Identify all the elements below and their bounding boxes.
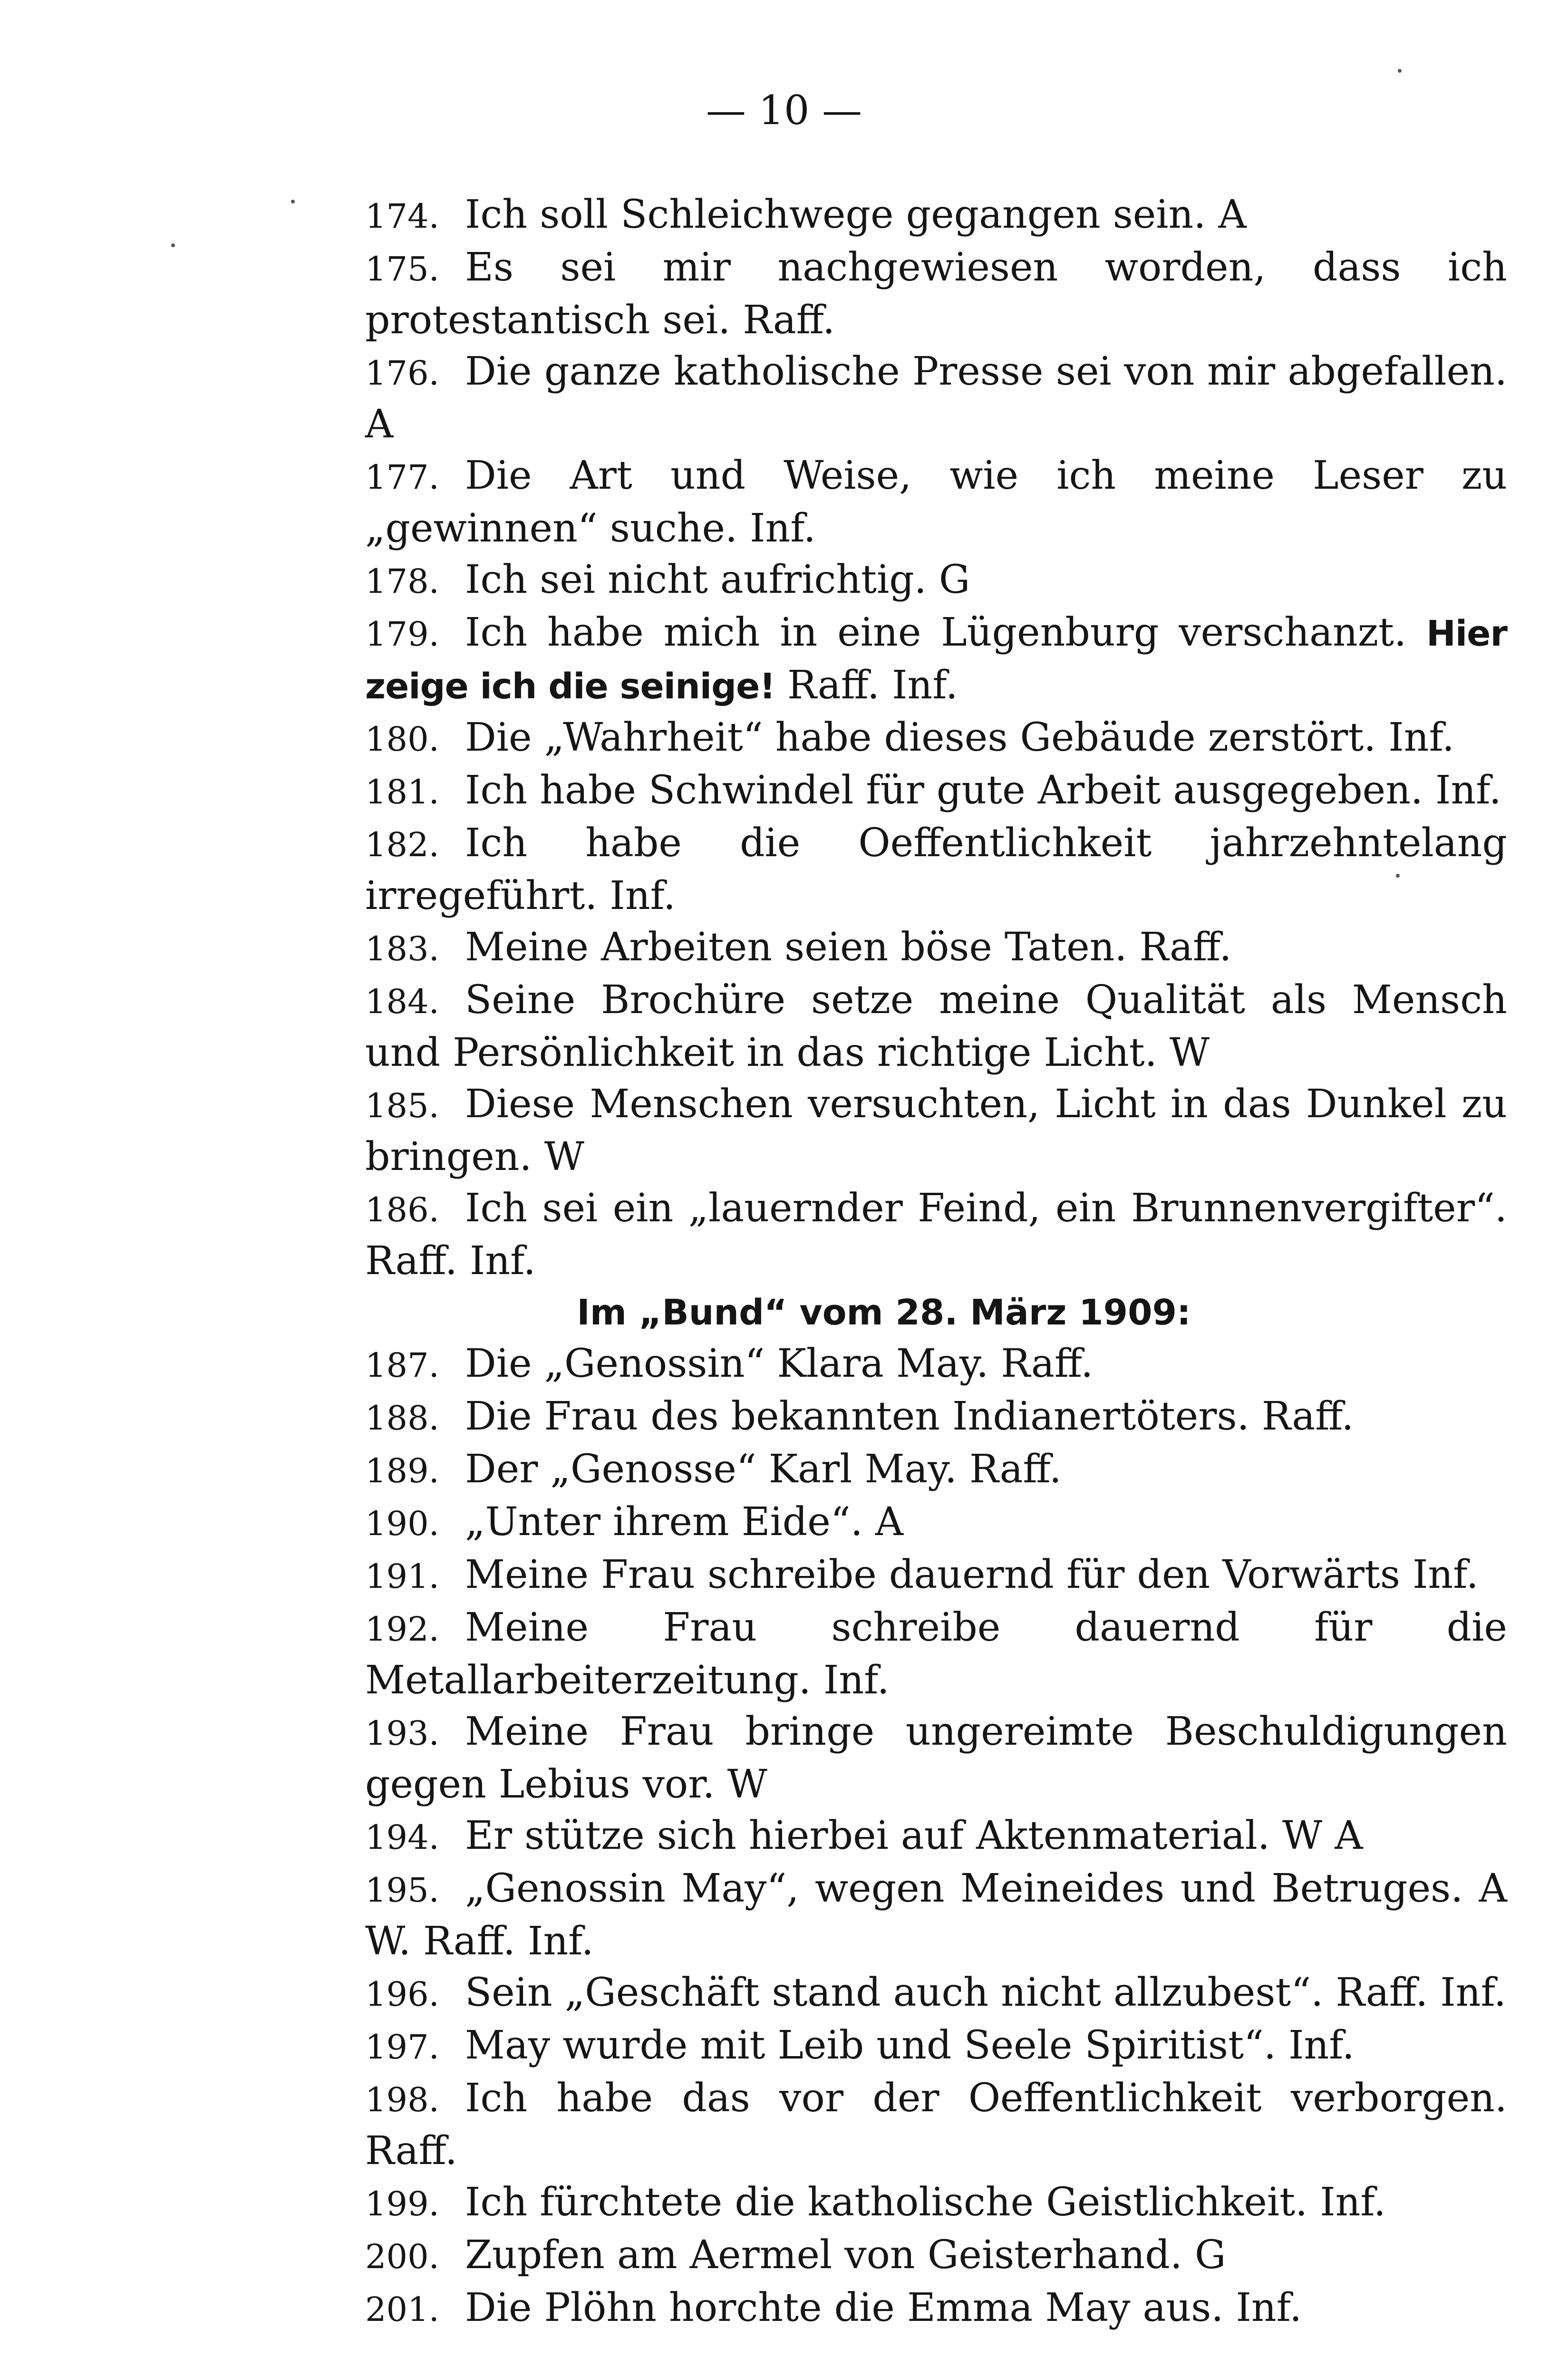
item-number: 175. xyxy=(365,250,439,289)
item-number: 187. xyxy=(365,1346,439,1385)
item-number: 191. xyxy=(365,1557,439,1596)
item-number: 176. xyxy=(365,354,439,393)
item-text: Ich soll Schleichwege gegangen sein. A xyxy=(465,192,1247,237)
item-text: Diese Menschen versuchten, Licht in das Dunkel zu bringen. W xyxy=(365,1082,1507,1179)
item-number: 183. xyxy=(365,929,439,968)
section-heading: Im „Bund“ vom 28. März 1909: xyxy=(577,1292,1191,1333)
item-text: Ich habe die Oeffentlichkeit jahrzehntelang irregeführt. Inf. xyxy=(365,821,1507,918)
item-number: 178. xyxy=(365,562,439,601)
list-item xyxy=(261,450,1507,554)
paper-speck xyxy=(1396,874,1400,878)
list-item xyxy=(261,607,1507,712)
list-item xyxy=(261,1602,1507,1706)
item-text: May wurde mit Leib und Seele Spiritist“. Inf. xyxy=(465,2023,1355,2068)
list-item xyxy=(261,1549,1507,1602)
paper-speck xyxy=(171,243,175,247)
item-number: 201. xyxy=(365,2290,439,2329)
item-text: Ich fürchtete die katholische Geistlichkeit. Inf. xyxy=(465,2180,1386,2225)
item-text: Sein „Geschäft stand auch nicht allzubest“. Raff. Inf. xyxy=(465,1970,1507,2015)
item-number: 195. xyxy=(365,1871,439,1910)
list-item xyxy=(261,712,1507,765)
list-item xyxy=(261,1338,1507,1391)
list-item xyxy=(261,1706,1507,1810)
item-number: 192. xyxy=(365,1610,439,1649)
item-text: Es sei mir nachgewiesen worden, dass ich protestantisch sei. Raff. xyxy=(365,245,1507,343)
list-item xyxy=(261,1079,1507,1183)
list-item xyxy=(261,242,1507,346)
list-item xyxy=(261,1810,1507,1863)
item-number: 181. xyxy=(365,773,439,812)
item-text: Die Plöhn horchte die Emma May aus. Inf. xyxy=(465,2285,1302,2330)
item-text: Die Frau des bekannten Indianertöters. Raff. xyxy=(465,1394,1354,1439)
list-item xyxy=(261,1444,1507,1497)
item-text: Meine Arbeiten seien böse Taten. Raff. xyxy=(465,925,1232,970)
item-text: Meine Frau bringe ungereimte Beschuldigungen gegen Lebius vor. W xyxy=(365,1709,1507,1807)
item-number: 184. xyxy=(365,982,439,1021)
item-text: Ich habe das vor der Oeffentlichkeit verborgen. Raff. xyxy=(365,2076,1507,2174)
item-number: 194. xyxy=(365,1818,439,1857)
list-item xyxy=(261,2177,1507,2230)
item-number: 200. xyxy=(365,2237,439,2276)
paper-speck xyxy=(291,200,295,203)
emphasis-text: Hier zeige ich die seinige! xyxy=(365,613,1507,707)
list-item xyxy=(261,2073,1507,2177)
list-item xyxy=(261,1497,1507,1549)
item-number: 174. xyxy=(365,197,439,236)
item-text: Ich sei nicht aufrichtig. G xyxy=(465,557,970,602)
item-text: „Unter ihrem Eide“. A xyxy=(465,1499,904,1545)
item-number: 190. xyxy=(365,1504,439,1543)
item-number: 196. xyxy=(365,1975,439,2014)
list-item xyxy=(261,189,1507,242)
list-item xyxy=(261,554,1507,607)
item-text: Die „Wahrheit“ habe dieses Gebäude zerstört. Inf. xyxy=(465,715,1455,760)
item-number: 182. xyxy=(365,825,439,864)
list-item xyxy=(261,2282,1507,2335)
paper-speck xyxy=(1398,69,1402,73)
list-item xyxy=(261,1391,1507,1444)
item-text: Der „Genosse“ Karl May. Raff. xyxy=(465,1447,1062,1492)
list-item xyxy=(261,2230,1507,2282)
item-text: „Genossin May“, wegen Meineides und Betruges. A W. Raff. Inf. xyxy=(365,1866,1507,1964)
item-number: 189. xyxy=(365,1451,439,1490)
item-text: Die „Genossin“ Klara May. Raff. xyxy=(465,1341,1094,1386)
item-number: 185. xyxy=(365,1086,439,1125)
item-text: Meine Frau schreibe dauernd für die Metallarbeiterzeitung. Inf. xyxy=(365,1605,1507,1703)
item-text: Ich habe Schwindel für gute Arbeit ausgegeben. Inf. xyxy=(465,768,1501,813)
list-item xyxy=(261,1863,1507,1967)
item-text: Er stütze sich hierbei auf Aktenmaterial. W A xyxy=(465,1813,1363,1858)
list-item xyxy=(261,922,1507,975)
item-text: Meine Frau schreibe dauernd für den Vorwärts Inf. xyxy=(465,1552,1479,1597)
item-number: 186. xyxy=(365,1190,439,1229)
list-item xyxy=(261,2020,1507,2073)
item-number: 197. xyxy=(365,2028,439,2067)
item-tail: Raff. Inf. xyxy=(775,663,958,708)
item-text: Zupfen am Aermel von Geisterhand. G xyxy=(465,2232,1226,2278)
item-number: 198. xyxy=(365,2080,439,2119)
item-text: Die Art und Weise, wie ich meine Leser zu „gewinnen“ suche. Inf. xyxy=(365,453,1507,551)
item-text: Die ganze katholische Presse sei von mir abgefallen. A xyxy=(365,349,1507,447)
list-item xyxy=(261,1183,1507,1287)
entry-list xyxy=(261,189,1507,2335)
item-text: Ich sei ein „lauernder Feind, ein Brunnenvergifter“. Raff. Inf. xyxy=(365,1186,1507,1284)
list-item xyxy=(261,346,1507,450)
item-text: Seine Brochüre setze meine Qualität als Mensch und Persönlichkeit in das richtige Licht. W xyxy=(365,977,1507,1075)
list-item xyxy=(261,818,1507,922)
item-number: 179. xyxy=(365,615,439,654)
item-number: 188. xyxy=(365,1399,439,1438)
list-item xyxy=(261,1967,1507,2020)
item-number: 193. xyxy=(365,1714,439,1753)
list-item xyxy=(261,975,1507,1079)
list-item xyxy=(261,765,1507,818)
item-number: 199. xyxy=(365,2184,439,2223)
item-number: 180. xyxy=(365,720,439,759)
page-number: — 10 — xyxy=(706,87,862,134)
item-text: Ich habe mich in eine Lügenburg verschanzt. xyxy=(465,610,1407,655)
item-number: 177. xyxy=(365,458,439,497)
